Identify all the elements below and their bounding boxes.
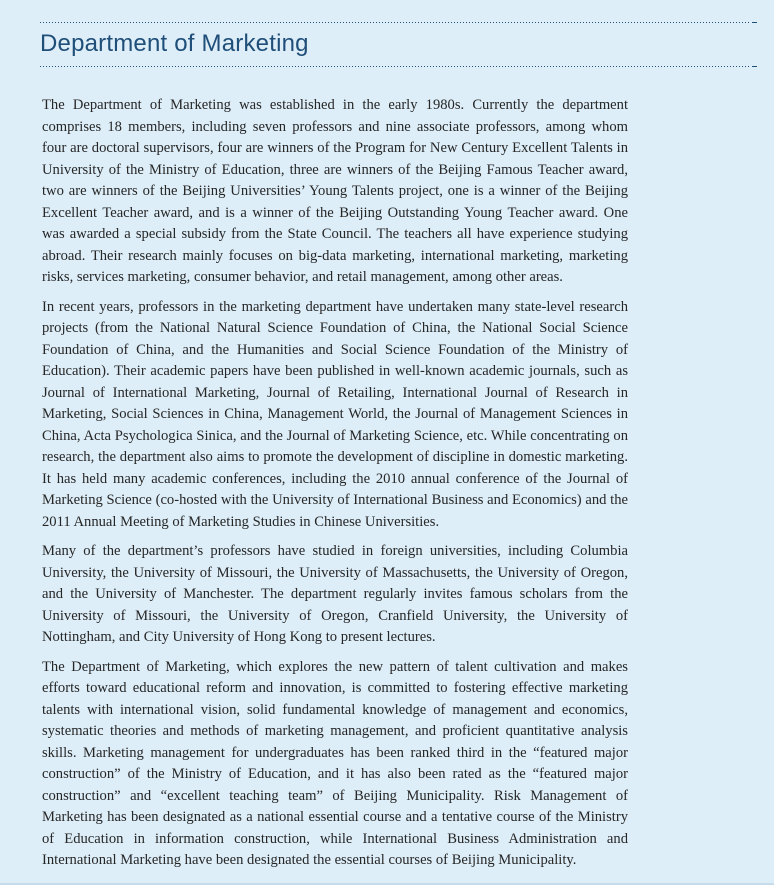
paragraph-research-achievements: In recent years, professors in the marketing department have undertaken many state-level research projects (from the National Natural Science Foundation of China, the National Social Science Foundation of China, and the Humanities and Social Science Foundation of the Ministry of Education). Their academic papers have been published in well-known academic journals, such as Journal of International Marketing, Journal of Retailing, International Journal of Research in Marketing, Social Sciences in China, Management World, the Journal of Management Sciences in China, Acta Psychologica Sinica, and the Journal of Marketing Science, etc. While concentrating on research, the department also aims to promote the development of discipline in domestic marketing. It has held many academic conferences, including the 2010 annual conference of the Journal of Marketing Science (co-hosted with the University of International Business and Economics) and the 2011 Annual Meeting of Marketing Studies in Chinese Universities. [42,298,628,530]
page-title: Department of Marketing [40,30,309,57]
paragraph-department-history: The Department of Marketing was established in the early 1980s. Currently the department comprises 18 members, including seven professors and nine associate professors, among whom four are doctoral supervisors, four are winners of the Program for New Century Excellent Talents in University of the Ministry of Education, three are winners of the Beijing Famous Teacher award, two are winners of the Beijing Universities’ Young Talents project, one is a winner of the Beijing Excellent Teacher award, and is a winner of the Beijing Outstanding Young Teacher award. One was awarded a special subsidy from the State Council. The teachers all have experience studying abroad. Their research mainly focuses on big-data marketing, international marketing, marketing risks, services marketing, consumer behavior, and retail management, among other areas. [42,97,628,285]
dotted-rule-bottom [40,66,757,67]
dotted-rule-top [40,22,757,23]
title-block [40,0,757,67]
paragraph-talent-cultivation: The Department of Marketing, which explores the new pattern of talent cultivation and makes efforts toward educational reform and innovation, is committed to fostering effective marketing talents with international vision, solid fundamental knowledge of management and economics, systematic theories and methods of marketing management, and proficient quantitative analysis skills. Marketing management for undergraduates has been ranked third in the “featured major construction” of the Ministry of Education, and it has also been rated as the “featured major construction” and “excellent teaching team” of Beijing Municipality. Risk Management of Marketing has been designated as a national essential course and a tentative course of the Ministry of Education in information construction, while International Business Administration and International Marketing have been designated the essential courses of Beijing Municipality. [42,658,628,868]
article-body [42,95,628,872]
paragraph-international-exchange: Many of the department’s professors have studied in foreign universities, including Columbia University, the University of Missouri, the University of Massachusetts, the University of Oregon, and the University of Manchester. The department regularly invites famous scholars from the University of Missouri, the University of Oregon, Cranfield University, the University of Nottingham, and City University of Hong Kong to present lectures. [42,543,628,645]
